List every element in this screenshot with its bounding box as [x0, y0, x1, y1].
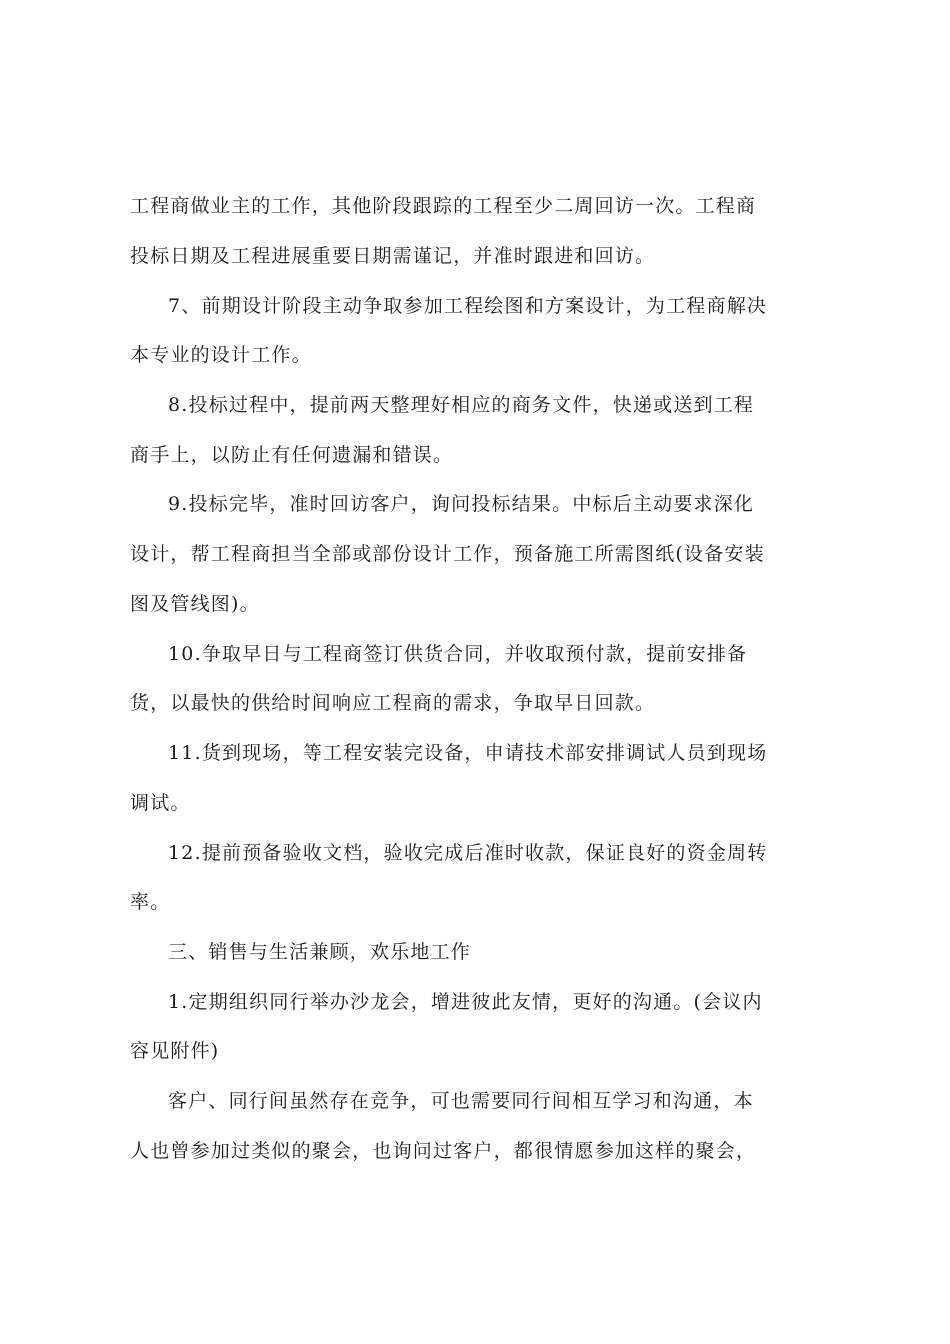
text-line: 人也曾参加过类似的聚会，也询问过客户，都很情愿参加这样的聚会， [130, 1140, 757, 1162]
text-line: 客户、同行间虽然存在竞争，可也需要同行间相互学习和沟通，本 [168, 1090, 754, 1112]
text-line: 7、前期设计阶段主动争取参加工程绘图和方案设计，为工程商解决 [168, 295, 768, 317]
section-heading: 三、销售与生活兼顾，欢乐地工作 [168, 941, 472, 963]
text-line: 1.定期组织同行举办沙龙会，增进彼此友情，更好的沟通。(会议内 [168, 991, 763, 1013]
text-line: 10.争取早日与工程商签订供货合同，并收取预付款，提前安排备 [168, 643, 748, 665]
text-line: 商手上，以防止有任何遗漏和错误。 [130, 444, 454, 466]
text-line: 8.投标过程中，提前两天整理好相应的商务文件，快递或送到工程 [168, 394, 755, 416]
text-line: 本专业的设计工作。 [130, 344, 312, 366]
text-line: 9.投标完毕，准时回访客户，询问投标结果。中标后主动要求深化 [168, 493, 755, 515]
text-line: 投标日期及工程进展重要日期需谨记，并准时跟进和回访。 [130, 245, 656, 267]
text-line: 货，以最快的供给时间响应工程商的需求，争取早日回款。 [130, 692, 656, 714]
text-line: 调试。 [130, 792, 191, 814]
text-line: 12.提前预备验收文档，验收完成后准时收款，保证良好的资金周转 [168, 842, 768, 864]
text-line: 工程商做业主的工作，其他阶段跟踪的工程至少二周回访一次。工程商 [130, 195, 757, 217]
text-line: 图及管线图)。 [130, 593, 260, 615]
text-line: 设计，帮工程商担当全部或部份设计工作，预备施工所需图纸(设备安装 [130, 543, 765, 565]
text-line: 容见附件) [130, 1040, 220, 1062]
text-line: 率。 [130, 891, 171, 913]
text-line: 11.货到现场，等工程安装完设备，申请技术部安排调试人员到现场 [168, 742, 768, 764]
